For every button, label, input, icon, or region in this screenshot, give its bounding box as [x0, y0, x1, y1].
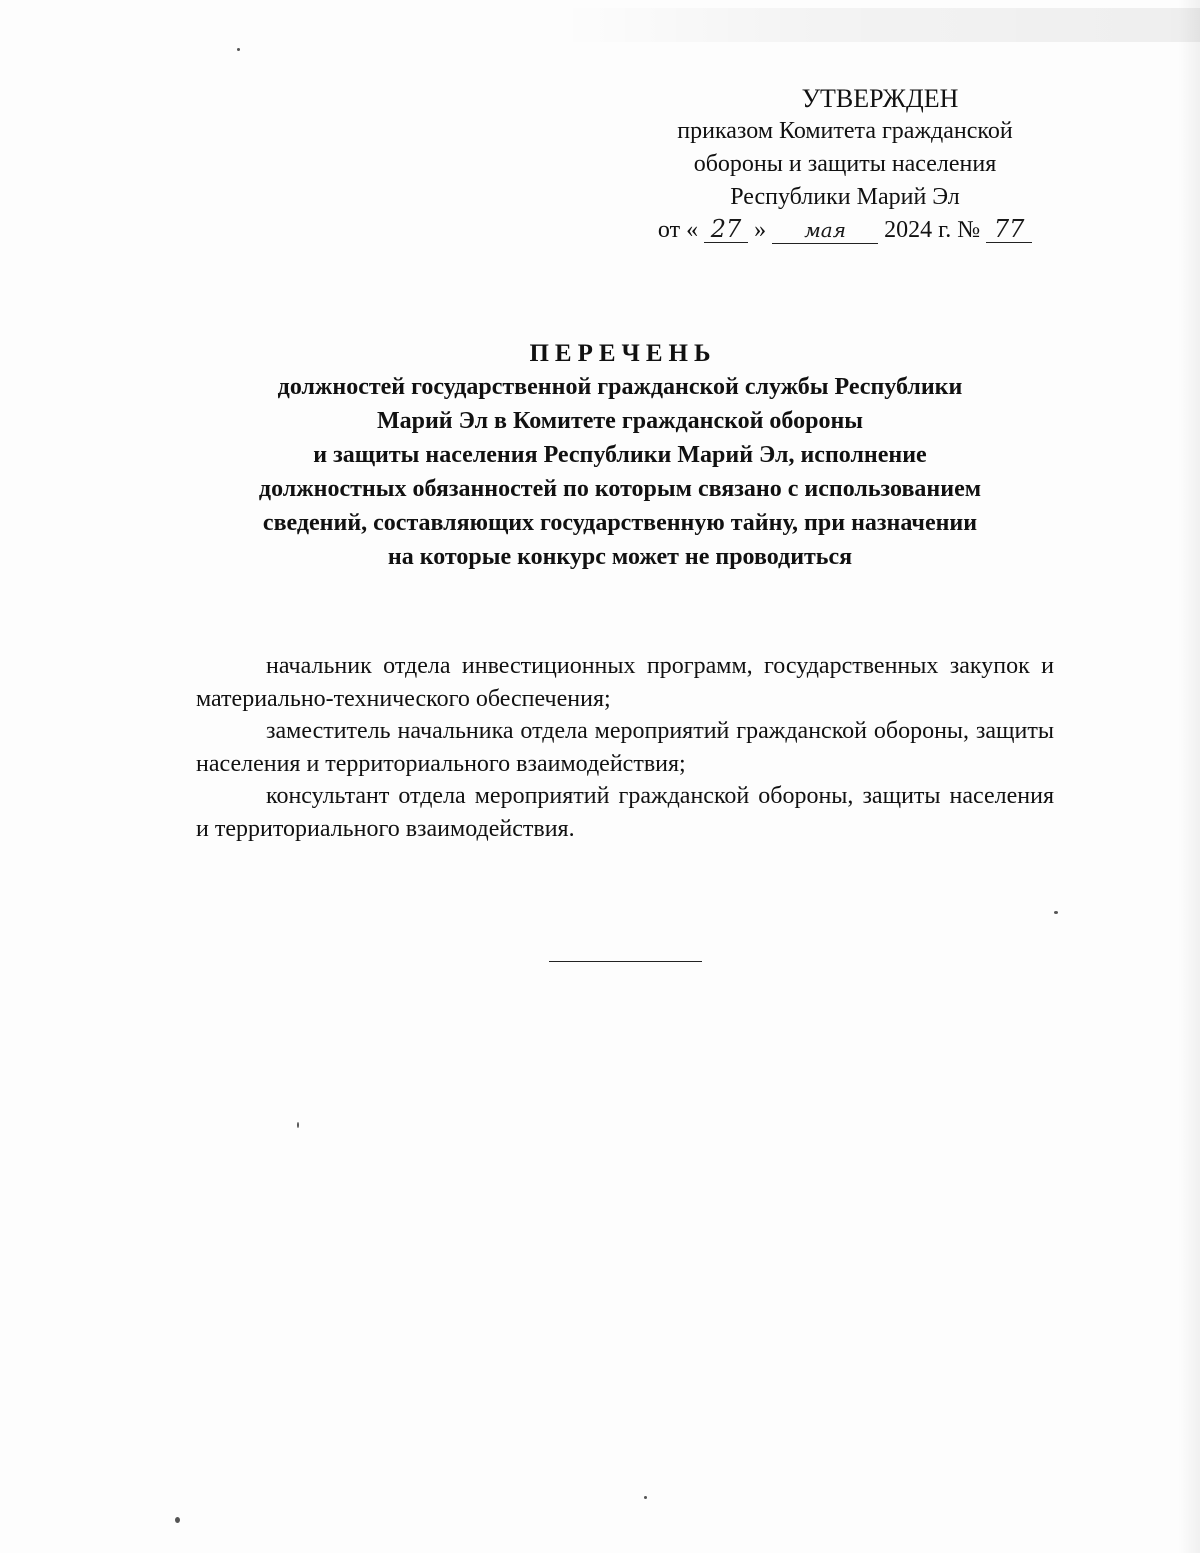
date-mid: »	[754, 217, 767, 243]
subtitle-line: и защиты населения Республики Марий Эл, исполнение	[313, 442, 927, 468]
subtitle-line: должностных обязанностей по которым связано с использованием	[258, 476, 982, 502]
scan-noise	[560, 8, 1200, 42]
closing-rule	[549, 961, 702, 962]
handwritten-order-number: 77	[986, 216, 1032, 243]
position-item: заместитель начальника отдела мероприятий гражданской обороны, защиты населения и территориального взаимодействия;	[196, 718, 1054, 777]
date-prefix: от «	[657, 217, 699, 243]
scan-speck	[175, 1517, 180, 1523]
document-heading	[180, 338, 1060, 574]
document-title: ПЕРЕЧЕНЬ	[529, 340, 717, 367]
handwritten-month: мая	[772, 217, 878, 244]
subtitle-line: Марий Эл в Комитете гражданской обороны	[376, 408, 864, 434]
position-item: начальник отдела инвестиционных программ, государственных закупок и материально-технического обеспечения;	[196, 653, 1054, 712]
year-and-number-label: 2024 г. №	[884, 217, 981, 243]
scan-edge	[1178, 0, 1200, 1553]
approval-line: обороны и защиты населения	[693, 151, 997, 177]
approved-label: УТВЕРЖДЕН	[801, 84, 959, 113]
positions-list	[196, 650, 1054, 845]
subtitle-line: сведений, составляющих государственную тайну, при назначении	[262, 510, 978, 536]
document-subtitle	[180, 370, 1060, 574]
approval-block	[630, 82, 1060, 247]
scan-speck	[1054, 911, 1058, 914]
subtitle-line: на которые конкурс может не проводиться	[387, 544, 853, 570]
approval-date-line	[630, 214, 1060, 247]
subtitle-line: должностей государственной гражданской службы Республики	[277, 374, 963, 400]
position-item: консультант отдела мероприятий гражданской обороны, защиты населения и территориального взаимодействия.	[196, 783, 1054, 842]
approval-line: Республики Марий Эл	[730, 184, 960, 210]
approval-line: приказом Комитета гражданской	[677, 118, 1013, 144]
scan-speck	[237, 48, 240, 51]
handwritten-day: 27	[704, 216, 748, 243]
scan-speck	[297, 1122, 299, 1128]
scan-speck	[644, 1496, 647, 1499]
